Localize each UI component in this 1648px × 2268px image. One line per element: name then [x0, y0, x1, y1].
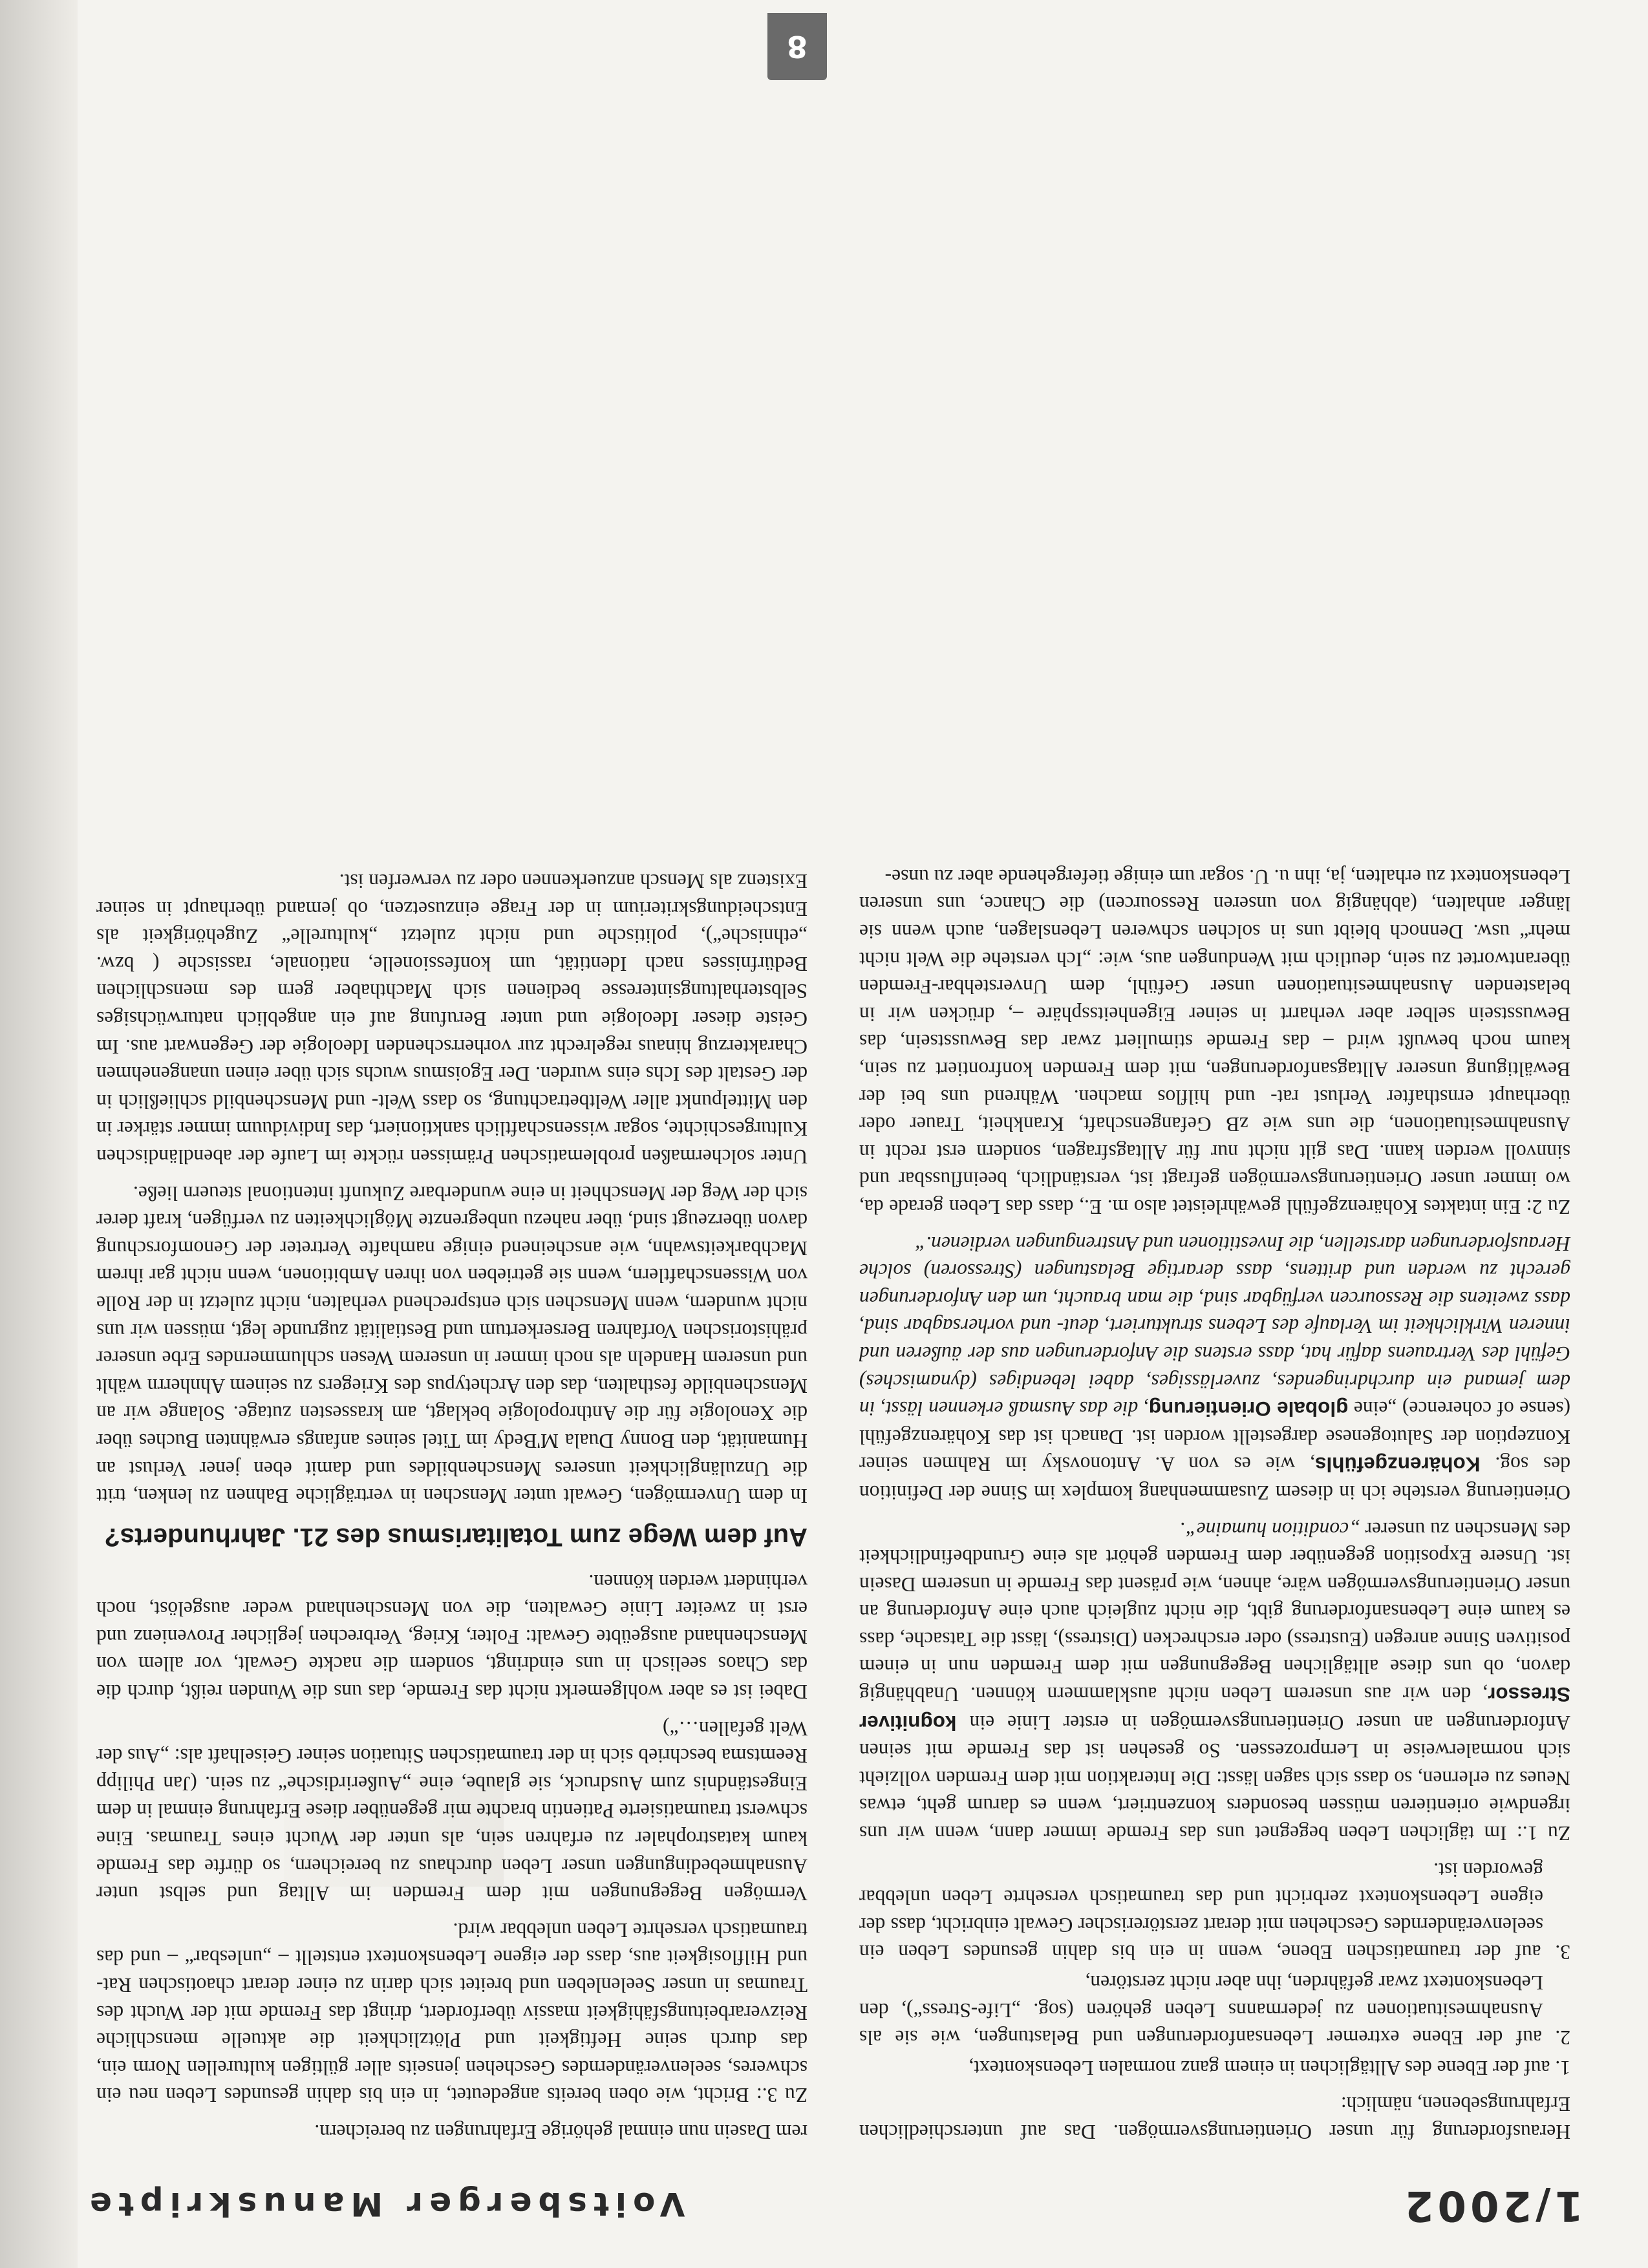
italic-term: „condition humaine“: [1185, 1518, 1360, 1541]
list-item: 2. auf der Ebene extremer Lebensanforderungen und Belastungen, wie sie als Ausnahmesituationen zu jedermanns Leben gehören (sog. „Life-Stress“), den Lebenskontext zwar gefährden, ihn aber nicht zerstören,: [859, 1971, 1570, 2050]
page-number-tab: [767, 13, 827, 80]
list-item: 3. auf der traumatischen Ebene, wenn in ein bis dahin gesundes Leben ein seelenveränderndes Geschehen mit derart zerstörerischer Gewalt einbricht, dass der eigene Lebenskontext zerbricht und das traumatisch versehrte Leben unlebbar geworden ist.: [859, 1858, 1570, 1964]
levels-list: [859, 1856, 1570, 2081]
paragraph-zu-3: Zu 3.: Bricht, wie oben bereits angedeutet, in ein bis dahin gesundes Leben neu ein schweres, seelenveränderndes Geschehen jenseits aller gültigen kulturellen Norm ein, das durch seine Heftigkeit und Plötzlichkeit die aktuelle menschliche Reizverarbeitungsfähigkeit massiv überfordert, dringt das Fremde mit der Wucht des Traumas in unser Seelenleben und breitet sich darin zu einer derart chaotischen Rat- und Hilflosigkeit aus, dass der eigene Lebenskontext entstellt – „unlesbar“ – und das traumatisch versehrte Leben unlebbar wird.: [96, 1918, 808, 2107]
text-run: , den wir aus unserem Leben nicht ausklammern können. Unabhängig davon, ob uns diese alltäglichen Begegnungen mit dem Fremden nun in einem positiven Sinne anregen (Eustress) oder erschrecken (Distress), lässt die Tatsache, dass es kaum eine Lebensanforderung gibt, die nicht zugleich auch eine Anforderung an unser Orientierungsvermögen wäre, ahnen, wie präsent das Fremde in unserem Dasein ist. Unsere Exposition gegenüber dem Fremden gehört als eine Grundbefindlichkeit des Menschen zu unserer: [859, 1518, 1570, 1706]
right-column: [96, 858, 808, 2145]
paragraph: Unter solchermaßen problematischen Prämissen rückte im Laufe der abendländischen Kulturgeschichte, sogar wissenschaftlich sanktioniert, das Individuum immer stärker in den Mittelpunkt aller Weltbetrachtung, so dass Welt- und Menschenbild schließlich in der Gestalt des Ichs eins wurden. Der Egoismus wuchs sich über einen unangenehmen Charakterzug hinaus regelrecht zur vorherrschenden Ideologie der Gegenwart aus. Im Geiste dieser Ideologie und unter Berufung auf ein angeblich naturwüchsiges Selbsterhaltungsinteresse bedienen sich Machthaber gern des menschlichen Bedürfnisses nach Identität, um konfessionelle, nationale, rassische ( bzw. „ethnische“), politische und nicht zuletzt „kulturelle“ Zugehörigkeit als Entscheidungskriterium in der Frage einzusetzen, ob jemand überhaupt in seiner Existenz als Mensch anzuerkennen oder zu verwerfen ist.: [96, 870, 808, 1168]
magazine-title: Voitsberger Manuskripte: [83, 2185, 685, 2223]
paragraph-zu-2: Zu 2: Ein intaktes Kohärenzgefühl gewährleistet also m. E., dass das Leben gerade da, wo immer unser Orientierungsvermögen gefragt ist, verständlich, beeinflussbar und sinnvoll werden kann. Das gilt nicht nur für Alltagsfragen, sondern erst recht in Ausnahmesituationen, die uns wie zB Gefangenschaft, Krankheit, Trauer oder überhaupt ernsthafter Verlust rat- und hilflos machen. Während uns bei der Bewältigung unserer Alltagsanforderungen, mit dem Fremden konfrontiert zu sein, kaum noch bewußt wird – das Fremde stimuliert zwar das Bewusstsein, das Bewusstsein selber aber verharrt in seiner Eigenheitssphäre –, drücken wir in belastenden Ausnahmesituationen unser Gefühl, dem Unverstehbar-Fremden überantwortet zu sein, deutlich mit Wendungen aus, wie: „Ich verstehe die Welt nicht mehr“ usw. Dennoch bleibt uns in solchen schweren Lebenslagen, auch wenn sie länger anhalten, (abhängig von unseren Ressourcen) die Chance, uns unseren Lebenskontext zu erhalten, ja, ihn u. U. sogar um einige tiefergehende aber zu unse-: [859, 865, 1570, 1218]
page-header: [70, 2178, 1590, 2229]
list-item: 1. auf der Ebene des Alltäglichen in einem ganz normalen Lebenskontext,: [968, 2056, 1570, 2079]
bold-term: Kohärenzgefühls: [1314, 1453, 1481, 1477]
paragraph: In dem Unvermögen, Gewalt unter Menschen in verträgliche Bahnen zu lenken, tritt die Unzulänglichkeit unseres Menschenbildes und damit eben jener Verlust an Humanität, den Bonny Duala M'Bedy im Titel seines anfangs erwähnten Buches über die Xenologie für die Anthropologie beklagt, am krassesten zutage. Solange wir an Menschenbilde festhalten, das den Archetypus des Kriegers zu seinem Ahnherrn wählt und unserem Handeln als noch immer in unserem Wesen schlummerndes Erbe unserer prähistorischen Vorfahren Berserkertum und Bestialität zugrunde legt, müssen wir uns nicht wundern, wenn Menschen sich entsprechend verhalten, nicht zuletzt in der Rolle von Wissenschaftlern, wenn sie getrieben von ihren Ambitionen, wenn nicht gar ihrem Machbarkeitswahn, wie anscheinend einige namhafte Vertreter der Genomforschung davon überzeugt sind, über nahezu unbegrenzte Möglichkeiten zu verfügen, kraft derer sich der Weg der Menschheit in eine wunderbare Zukunft intentional steuern ließe.: [96, 1182, 808, 1508]
paragraph: Dabei ist es aber wohlgemerkt nicht das Fremde, das uns die Wunden reißt, durch die das Chaos seelisch in uns eindringt, sondern die nackte Gewalt, vor allem von Menschenhand ausgeübte Gewalt: Folter, Krieg, Verbrechen jeglicher Provenienz und erst in zweiter Linie Gewalten, die von Menschenhand weder ausgelöst, noch verhindert werden können.: [96, 1570, 808, 1704]
paragraph-continuation: rem Dasein nun einmal gehörige Erfahrungen zu bereichern.: [314, 2121, 808, 2143]
italic-quote: , die das Ausmaß erkennen lässt, in dem jemand ein durchdringendes, zuverlässiges, dabei lebendiges (dynamisches) Gefühl des Vertrauens dafür hat, dass erstens die Anforderungen aus der äußeren und inneren Wirklichkeit im Verlaufe des Lebens strukturiert, deut- und vorhersagbar sind, dass zweitens die Ressourcen verfügbar sind, die man braucht, um den Anforderungen gerecht zu werden und drittens, dass derartige Belastungen (Stressoren) solche Herausforderungen darstellen, die Investitionen und Anstrengungen verdienen.“: [859, 1232, 1570, 1421]
paragraph-orientation: [859, 1229, 1570, 1506]
text-run: , wie es von A. Antonovsky im Rahmen seiner Konzeption der Salutogenese dargestellt worden ist. Danach ist das Kohärenzgefühl (sense of coherence) „eine: [859, 1397, 1570, 1476]
text-run: .: [1180, 1518, 1186, 1541]
left-column: [859, 853, 1570, 2145]
paragraph: Vermögen Begegnungen mit dem Fremden im Alltag und selbst unter Ausnahmebedingungen unser Leben durchaus zu bereichern, so dürfte das Fremde kaum katastrophaler zu erfahren sein, als unter der Wucht eines Traumas. Eine schwerst traumatisierte Patientin brachte mir gegenüber diese Erfahrung einmal in dem Eingeständnis zum Ausdruck, sie glaube, eine „Außerirdische“ zu sein. (Jan Philipp Reemtsma beschrieb sich in der traumatischen Situation seiner Geiselhaft als: „Aus der Welt gefallen…“): [96, 1717, 808, 1905]
issue-number: 1/2002: [1400, 2181, 1583, 2229]
section-heading: Auf dem Wege zum Totalitarismus des 21. Jahrhunderts?: [104, 1523, 808, 1552]
bold-term: globale Orientierung: [1148, 1397, 1349, 1421]
page-number: 8: [787, 29, 808, 64]
text-run: Zu 1.: Im täglichen Leben begegnet uns das Fremde immer dann, wenn wir uns irgendwie orientieren müssen besonders konzentriert, wenn es darum geht, etwas Neues zu erlernen, so dass sich sagen lässt: Die Interaktion mit dem Fremden vollzieht sich normalerweise in Lernprozessen. So gesehen ist das Fremde mit seinen Anforderungen an unser Orientierungsvermögen in erster Linie ein: [859, 1711, 1570, 1845]
gutter-shadow: [0, 0, 78, 2268]
paragraph-zu-1: [859, 1515, 1570, 1847]
text-run: Orientierung verstehe ich in diesem Zusammenhang komplex im Sinne der Definition des sog.: [859, 1453, 1570, 1504]
bold-term: kognitiver Stressor: [859, 1683, 1570, 1735]
intro-paragraph: Herausforderung für unser Orientierungsvermögen. Das auf unterschiedlichen Erfahrungsebenen, nämlich:: [859, 2093, 1570, 2143]
